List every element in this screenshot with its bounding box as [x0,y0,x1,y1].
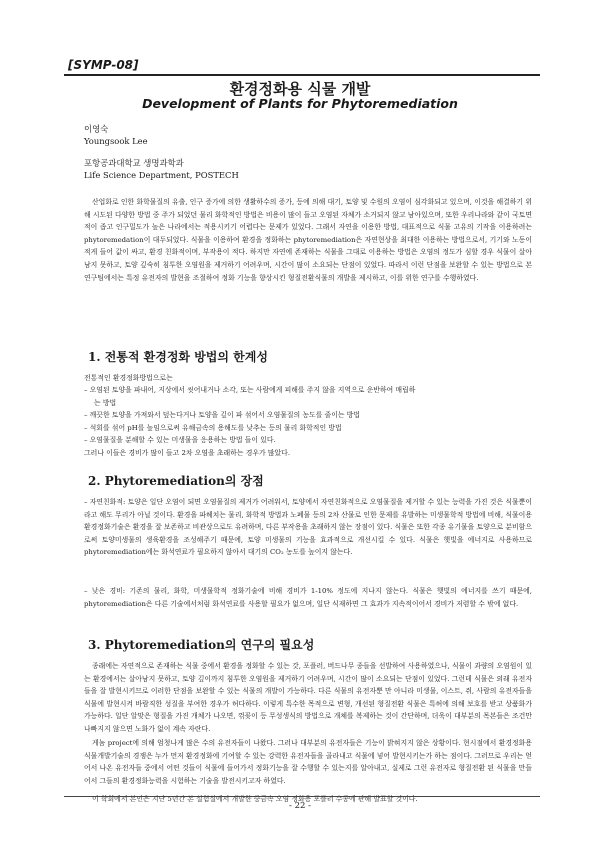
top-rule [64,74,540,76]
affiliation-korean: 포항공과대학교 생명과학과 [84,158,184,168]
section3-paragraph-2: 게놈 project에 의해 엄청나게 많은 수의 유전자들이 나왔다. 그러나 대부분의 유전자들은 기능이 밝혀지지 않은 상황이다. 현시점에서 환경정화용 식물개발기술의 경쟁은 누가 먼저 환경정화에 기여할 수 있는 강력한 유전자들을 골라내고 식물에 넣어 발현시키는가 하는 점이다. 그러므로 우리는 얻어서 나온 유전자들 중에서 어떤 것들이 식물에 들어가서 정화기능을 잘 수행할 수 있는지를 알아내고, 실제로 그런 유전자로 형질전환 된 식물을 만들어서 그들의 환경정화능력을 시험하는 기술을 발전시키고자 하였다. [84,739,532,785]
section1-intro: 전통적인 환경정화방법으로는 [84,374,173,382]
section3-heading: 3. Phytoremediation의 연구의 필요성 [88,638,315,652]
list-item: – 깨끗한 토양을 가져와서 덮는다거나 토양을 깊이 파 섞어서 오염물질의 농도를 줄이는 방법 [84,411,361,420]
list-item: – 석회를 섞어 pH를 높임으로써 유해금속의 용해도를 낮추는 등의 물리 화학적인 방법 [84,423,342,432]
section2-low-cost: – 낮은 경비: 기존의 물리, 화학, 미생물학적 정화기술에 비해 경비가 1-10% 정도에 지나지 않는다. 식물은 햇빛의 에너지를 쓰기 때문에, phytoremediation은 다른 기술에서처럼 화석연료를 사용할 필요가 없으며, 일단 식재하면 그 효과가 지속적이어서 경비가 저렴할 수 밖에 없다. [84,587,532,608]
symposium-code: [SYMP-08] [68,58,139,72]
author-name-english: Youngsook Lee [84,136,148,146]
section3-paragraph-3: 이 학회에서 본인은 지난 5년간 본 실험실에서 개발한 중금속 오염 정화용 포플러 수종에 관해 발표할 것이다. [92,795,418,803]
title-english: Development of Plants for Phytoremediation [142,96,458,111]
affiliation-english: Life Science Department, POSTECH [84,170,239,180]
list-item: 는 방법 [94,398,117,407]
section1-outro: 그러나 이들은 경비가 많이 들고 2차 오염을 초래하는 경우가 많았다. [84,449,291,457]
section3-paragraph-1: 종래에는 자연적으로 존재하는 식물 중에서 환경을 정화할 수 있는 갓, 포플러, 버드나무 종들을 선발하여 사용하였으나, 식물이 과량의 오염원이 있는 환경에서는 살아남지 못하고, 토양 깊이까지 침투한 오염원을 제거하기 어려우며, 시간이 많이 소요되는 단점이 있었다. 그런데 식물은 외래 유전자들을 잘 발현시키므로 이러한 단점을 보완할 수 있는 식물의 개발이 가능하다. 다른 식물의 유전자뿐 만 아니라 미생물, 이스트, 쥐, 사람의 유전자들을 식물에 발현시켜 바람직한 성질을 부여한 경우가 허다하다. 이렇게 특수한 목적으로 변형, 개선된 형질전환 식물은 특허에 의해 보호를 받고 상품화가 가능하다. 일단 알맞은 형질을 가진 개체가 나오면, 꺾꽂이 등 무성생식의 방법으로 개체를 복제하는 것이 간단하며, 더욱이 대부분의 목본들은 조건만 나빠지지 않으면 노화가 없이 계속 자란다. [84,662,532,733]
author-name-korean: 이영숙 [84,124,109,134]
list-item: – 오염된 토양을 파내어, 지상에서 씻어내거나 소각, 또는 사람에게 피해를 주지 않을 지역으로 운반하여 매립하 [84,386,416,394]
section2-heading: 2. Phytoremediation의 장점 [88,474,264,488]
section1-method-list [84,384,532,447]
list-item: – 오염물질을 분해할 수 있는 미생물을 응용하는 방법 들이 있다. [84,436,276,445]
bottom-rule [64,796,540,797]
section1-heading: 1. 전통적 환경정화 방법의 한계성 [88,350,268,364]
page-number: - 22 - [289,801,311,811]
abstract-paragraph: 산업화로 인한 화학물질의 유출, 인구 증가에 의한 생활하수의 증가, 등에 의해 대기, 토양 및 수원의 오염이 심각화되고 있으며, 이것을 해결하기 위해 시도된 다양한 방법 중 주가 되었던 물리 화학적인 방법은 비용이 많이 들고 오염된 자체가 소거되지 않고 남아있으며, 또한 우리나라와 같이 국토면적이 좁고 인구밀도가 높은 나라에서는 적용시키기 어렵다는 문제가 있었다. 그래서 자연을 이용한 방법, 대표적으로 식물 고유의 기작을 이용하려는 phytoremedation이 대두되었다. 식물을 이용하여 환경을 정화하는 phytoremediation은 자연현상을 최대한 이용하는 방법으로서, 기기와 노동이 적게 들어 값이 싸고, 환경 친화적이며, 부작용이 적다. 하지만 자연에 존재하는 식물을 그대로 이용하는 방법은 오염의 정도가 심할 경우 식물이 살아남지 못하고, 토양 깊숙히 침투한 오염원을 제거하기 어려우며, 시간이 많이 소요되는 단점이 있었다. 따라서 이런 단점을 보완할 수 있는 방법으로 본 연구팀에서는 특정 유전자의 발현을 조절하여 정화 기능을 향상시킨 형질전환식물의 개발을 제시하고, 이를 위한 연구를 수행하였다. [84,198,532,282]
title-korean: 환경정화용 식물 개발 [229,80,371,98]
section2-eco-friendly: – 자연친화적: 토양은 일단 오염이 되면 오염물질의 제거가 어려워서, 토양에서 자연친화적으로 오염물질을 제거할 수 있는 능력을 가진 것은 식물뿐이라고 해도 무리가 아닐 것이다. 환경을 파헤치는 물리, 화학적 방법과 노폐물 등의 2차 산물로 인한 문제를 유발하는 미생물학적 방법에 비해, 식물이용 환경정화기술은 환경을 잘 보존하고 비관상으로도 유려하며, 다른 부작용을 초래하지 않는 장점이 있다. 식물은 또한 각종 유기물을 토양으로 분비함으로써 토양미생물의 생육환경을 조성해주기 때문에, 토양 미생물의 기능을 효과적으로 개선시킬 수 있다. 식물은 햇빛을 에너지로 사용하므로 phytoremediation에는 화석연료가 필요하지 않아서 대기의 CO₂ 농도를 높이지 않는다. [84,498,532,557]
